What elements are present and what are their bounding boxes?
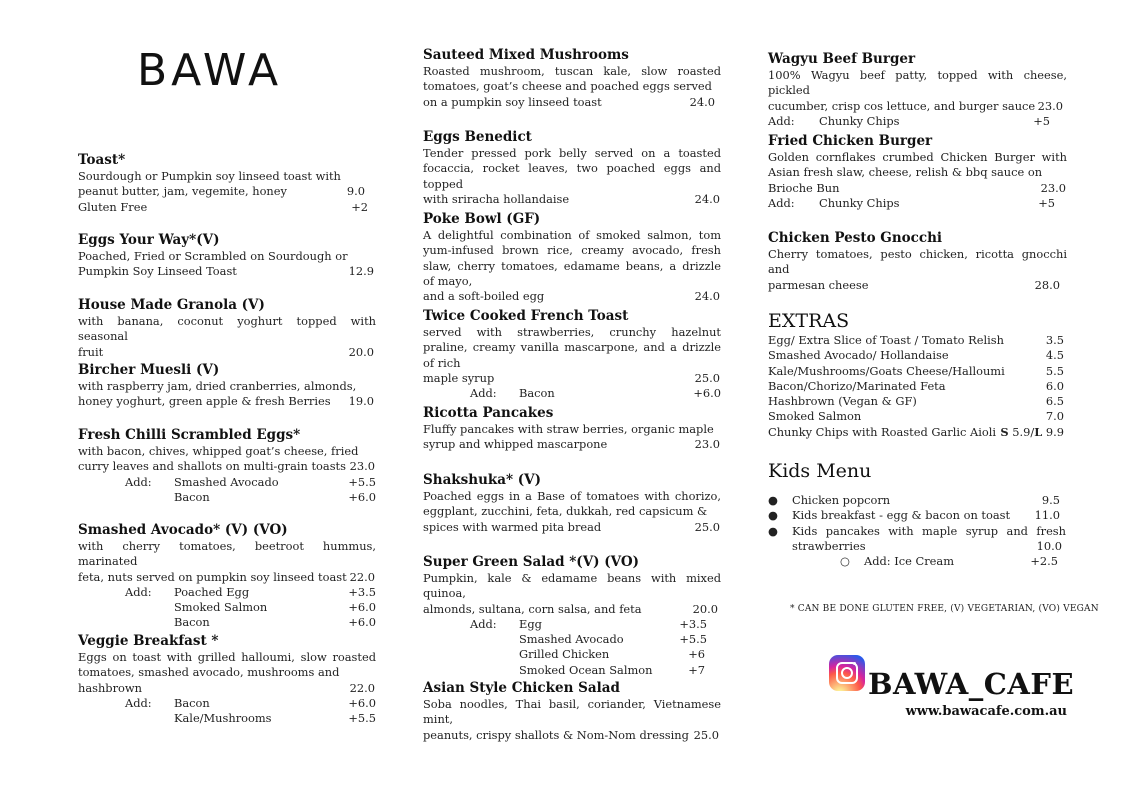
bullet-icon: ● [768, 508, 778, 523]
instagram-icon-lens [841, 667, 853, 679]
item-title: Fresh Chilli Scrambled Eggs* [78, 427, 301, 443]
extras-row [768, 333, 1064, 348]
line-text: cucumber, crisp cos lettuce, and burger sauce [768, 98, 1036, 113]
size-large-label: L [1034, 424, 1043, 439]
addon-line [78, 615, 376, 630]
addon-name: Bacon [174, 489, 210, 504]
extras-heading: EXTRAS [768, 310, 850, 332]
price-line [78, 459, 375, 474]
kids-menu-section [768, 459, 1067, 569]
addon-name: Poached Egg [174, 584, 250, 599]
size-small-label: S [1000, 424, 1009, 439]
addon-price: +5.5 [348, 474, 376, 489]
addon-price: +6 [688, 647, 705, 662]
addon-label: Add: [125, 695, 152, 710]
extras-name: Bacon/Chorizo/Marinated Feta [768, 378, 946, 393]
item-price: +2 [351, 199, 368, 214]
addon-name: Chunky Chips [819, 113, 900, 128]
item-description: with cherry tomatoes, beetroot hummus, marinated [78, 539, 376, 569]
item-description: Sourdough or Pumpkin soy linseed toast with [78, 169, 341, 183]
line-text: with sriracha hollandaise [423, 191, 570, 206]
addon-label: Add: [768, 195, 795, 210]
addon-price: +3.5 [348, 584, 376, 599]
item-title: Wagyu Beef Burger [768, 51, 916, 67]
extras-name: Smashed Avocado/ Hollandaise [768, 348, 949, 363]
menu-item-french-toast [423, 307, 721, 401]
size-large-price: 9.9 [1045, 424, 1064, 439]
item-description: Fluffy pancakes with straw berries, organic maple [423, 422, 714, 436]
addon-label: Add: [125, 474, 152, 489]
addon-line [423, 386, 721, 401]
item-title: Ricotta Pancakes [423, 405, 554, 421]
addon-price: +5 [1038, 195, 1055, 210]
menu-item-bircher [78, 361, 376, 410]
bullet-icon: ● [768, 523, 778, 538]
item-title: Twice Cooked French Toast [423, 308, 629, 324]
menu-item-shakshuka [423, 471, 721, 535]
extras-price: 6.5 [1045, 394, 1064, 409]
menu-item-veggie-breakfast [78, 632, 376, 726]
item-title: Fried Chicken Burger [768, 133, 933, 149]
item-title: Poke Bowl (GF) [423, 211, 541, 227]
kids-item-name: Chicken popcorn [792, 493, 891, 507]
item-title: Toast* [78, 152, 126, 168]
addon-name: Bacon [174, 615, 210, 630]
item-price: 20.0 [692, 601, 718, 616]
price-line [78, 200, 368, 215]
sub-bullet-icon: ○ [840, 554, 850, 569]
line-text: Brioche Bun [768, 180, 840, 195]
menu-item-toast [78, 151, 376, 215]
item-title: Super Green Salad *(V) (VO) [423, 554, 640, 570]
price-line [768, 181, 1066, 196]
addon-name: Smashed Avocado [519, 632, 624, 647]
item-title: Veggie Breakfast * [78, 633, 219, 649]
item-price: 23.0 [1037, 98, 1063, 113]
extras-price: 6.0 [1045, 378, 1064, 393]
kids-item-line [792, 539, 1062, 554]
menu-item-chilli-eggs [78, 426, 376, 505]
item-price: 19.0 [348, 394, 374, 409]
extras-row [768, 379, 1064, 394]
addon-line [423, 647, 705, 662]
price-line [78, 264, 374, 279]
item-title: Smashed Avocado* (V) (VO) [78, 522, 288, 538]
item-title: Chicken Pesto Gnocchi [768, 230, 943, 246]
item-price: 24.0 [694, 191, 720, 206]
instagram-handle: BAWA_CAFE [868, 667, 1075, 701]
line-text: honey yoghurt, green apple & fresh Berries [78, 394, 331, 409]
addon-name: Smashed Avocado [174, 474, 279, 489]
menu-item-eggs-benedict [423, 128, 721, 207]
kids-addon [768, 554, 1058, 569]
extras-price: 4.5 [1045, 348, 1064, 363]
item-price: 28.0 [1034, 277, 1060, 292]
menu-item-super-green-salad [423, 553, 721, 678]
addon-name: Egg [519, 616, 542, 631]
addon-line [423, 617, 707, 632]
extras-section [768, 309, 1067, 440]
item-price: 25.0 [693, 727, 719, 742]
extras-price: 3.5 [1045, 333, 1064, 347]
extras-price [1000, 425, 1064, 440]
kids-item-price: 11.0 [1034, 508, 1060, 523]
item-price: 12.9 [348, 264, 374, 279]
dietary-footnote: * CAN BE DONE GLUTEN FREE, (V) VEGETARIAN, (VO) VEGAN [790, 604, 1099, 614]
item-title: Shakshuka* (V) [423, 472, 542, 488]
line-text: Pumpkin Soy Linseed Toast [78, 264, 237, 279]
item-description: with banana, coconut yoghurt topped with seasonal [78, 314, 376, 344]
website-link[interactable]: www.bawacafe.com.au [905, 704, 1067, 719]
kids-addon-name: Add: Ice Cream [864, 554, 955, 569]
item-title: Asian Style Chicken Salad [423, 680, 620, 696]
item-description: 100% Wagyu beef patty, topped with cheese, pickled [768, 68, 1067, 98]
kids-item-price: 9.5 [1041, 493, 1060, 507]
addon-label: Add: [125, 584, 152, 599]
menu-item-chicken-pesto-gnocchi [768, 229, 1067, 293]
addon-price: +3.5 [679, 616, 707, 631]
item-price: 22.0 [349, 569, 375, 584]
addon-name: Kale/Mushrooms [174, 711, 272, 726]
addon-label: Add: [768, 113, 795, 128]
extras-name: Egg/ Extra Slice of Toast / Tomato Relish [768, 333, 1004, 347]
addon-price: +7 [688, 662, 705, 677]
extras-name: Hashbrown (Vegan & GF) [768, 394, 917, 409]
addon-line [78, 696, 376, 711]
item-description: with raspberry jam, dried cranberries, almonds, [78, 379, 357, 393]
instagram-icon-dot [853, 662, 856, 665]
price-line [423, 95, 715, 110]
menu-item-poke-bowl [423, 210, 721, 304]
addon-label: Add: [470, 386, 497, 401]
line-text: hashbrown [78, 680, 142, 695]
addon-price: +5.5 [679, 632, 707, 647]
price-line [423, 728, 719, 743]
kids-item-name: Kids pancakes with maple syrup and fresh [792, 523, 1066, 538]
item-description: Soba noodles, Thai basil, coriander, Vietnamese mint, [423, 697, 721, 727]
addon-price: +6.0 [348, 695, 376, 710]
item-description: Tender pressed pork belly served on a toasted focaccia, rocket leaves, two poached eggs and topped [423, 146, 721, 191]
item-price: 25.0 [694, 370, 720, 385]
line-text: curry leaves and shallots on multi-grain toasts [78, 459, 346, 474]
line-text: Gluten Free [78, 199, 148, 214]
line-text: spices with warmed pita bread [423, 519, 602, 534]
item-description: Poached eggs in a Base of tomatoes with chorizo, eggplant, zucchini, feta, dukkah, red capsicum & [423, 489, 721, 519]
price-line [78, 570, 375, 585]
addon-name: Smoked Salmon [174, 600, 268, 615]
extras-name: Smoked Salmon [768, 409, 862, 424]
addon-price: +6.0 [693, 386, 721, 401]
line-text: and a soft-boiled egg [423, 289, 545, 304]
extras-price: 5.5 [1045, 363, 1064, 378]
price-line [423, 520, 720, 535]
line-text: almonds, sultana, corn salsa, and feta [423, 601, 642, 616]
extras-row-chips [768, 425, 1064, 440]
line-text: fruit [78, 344, 104, 359]
kids-addon-price: +2.5 [1030, 554, 1058, 569]
item-price: 22.0 [349, 680, 375, 695]
addon-line [78, 490, 376, 505]
item-title: Sauteed Mixed Mushrooms [423, 47, 629, 63]
kids-item [768, 508, 1060, 523]
menu-item-granola [78, 296, 376, 360]
addon-name: Smoked Ocean Salmon [519, 662, 653, 677]
item-title: Eggs Your Way*(V) [78, 232, 220, 248]
kids-item-price: 10.0 [1036, 538, 1062, 553]
item-price: 25.0 [694, 519, 720, 534]
item-description: Eggs on toast with grilled halloumi, slow roasted tomatoes, smashed avocado, mushrooms and [78, 650, 376, 680]
kids-menu-heading: Kids Menu [768, 460, 872, 482]
menu-item-smashed-avocado [78, 521, 376, 631]
addon-line [768, 196, 1055, 211]
addon-name: Bacon [174, 695, 210, 710]
addon-price: +5 [1033, 113, 1050, 128]
extras-name: Kale/Mushrooms/Goats Cheese/Halloumi [768, 363, 1005, 378]
instagram-icon [829, 655, 865, 691]
addon-line [423, 663, 705, 678]
item-title: Bircher Muesli (V) [78, 362, 220, 378]
item-description: with bacon, chives, whipped goat’s cheese, fried [78, 444, 359, 458]
menu-item-eggs-your-way [78, 231, 376, 280]
kids-item [768, 493, 1060, 508]
price-line [78, 681, 375, 696]
item-description: Golden cornflakes crumbed Chicken Burger with Asian fresh slaw, cheese, relish & bbq sauce on [768, 150, 1067, 180]
kids-item [768, 524, 1066, 555]
item-price: 20.0 [348, 344, 374, 359]
addon-line [78, 585, 376, 600]
price-line [78, 394, 374, 409]
item-price: 23.0 [349, 459, 375, 474]
price-line [423, 602, 718, 617]
menu-item-wagyu-burger [768, 50, 1067, 129]
price-line [423, 371, 720, 386]
extras-name: Chunky Chips with Roasted Garlic Aioli [768, 424, 996, 439]
addon-price: +6.0 [348, 489, 376, 504]
addon-name: Bacon [519, 386, 555, 401]
item-description: A delightful combination of smoked salmon, tom yum-infused brown rice, creamy avocado, fresh slaw, cherry tomatoes, edamame beans, a drizzle of mayo, [423, 228, 721, 288]
addon-price: +6.0 [348, 615, 376, 630]
price-line [423, 437, 720, 452]
price-line [768, 278, 1060, 293]
line-text: parmesan cheese [768, 277, 869, 292]
addon-line [78, 711, 376, 726]
item-description: Pumpkin, kale & edamame beans with mixed quinoa, [423, 571, 721, 601]
item-price: 24.0 [694, 289, 720, 304]
addon-line [768, 114, 1050, 129]
item-title: Eggs Benedict [423, 129, 532, 145]
menu-item-fried-chicken-burger [768, 132, 1067, 211]
addon-line [78, 475, 376, 490]
extras-row [768, 394, 1064, 409]
addon-line [423, 632, 707, 647]
menu-item-ricotta-pancakes [423, 404, 721, 453]
logo: BAWA [137, 45, 283, 96]
extras-row [768, 364, 1064, 379]
extras-list [768, 333, 1064, 440]
line-text: maple syrup [423, 370, 495, 385]
item-description: Roasted mushroom, tuscan kale, slow roasted tomatoes, goat’s cheese and poached eggs served [423, 64, 721, 94]
addon-line [78, 600, 376, 615]
extras-price: 7.0 [1045, 409, 1064, 424]
extras-row [768, 409, 1064, 424]
price-line [78, 184, 365, 199]
line-text: peanut butter, jam, vegemite, honey [78, 184, 287, 199]
line-text: on a pumpkin soy linseed toast [423, 94, 602, 109]
item-price: 24.0 [689, 94, 715, 109]
line-text: feta, nuts served on pumpkin soy linseed toast [78, 569, 347, 584]
addon-price: +5.5 [348, 711, 376, 726]
item-price: 23.0 [694, 437, 720, 452]
extras-row [768, 348, 1064, 363]
menu-item-asian-chicken-salad [423, 679, 721, 743]
item-description: Poached, Fried or Scrambled on Sourdough or [78, 249, 348, 263]
addon-name: Chunky Chips [819, 195, 900, 210]
kids-item-name-cont: strawberries [792, 538, 866, 553]
line-text: syrup and whipped mascarpone [423, 437, 608, 452]
item-title: House Made Granola (V) [78, 297, 265, 313]
item-description: Cherry tomatoes, pesto chicken, ricotta gnocchi and [768, 247, 1067, 277]
item-price: 23.0 [1040, 180, 1066, 195]
kids-item-name: Kids breakfast - egg & bacon on toast [792, 508, 1011, 523]
menu-item-mushrooms [423, 46, 721, 110]
size-small-price: 5.9/ [1012, 424, 1035, 439]
price-line [423, 192, 720, 207]
addon-price: +6.0 [348, 600, 376, 615]
addon-name: Grilled Chicken [519, 647, 610, 662]
item-price: 9.0 [346, 184, 365, 199]
addon-label: Add: [470, 616, 497, 631]
item-description: served with strawberries, crunchy hazelnut praline, creamy vanilla mascarpone, and a drizzle of rich [423, 325, 721, 370]
bullet-icon: ● [768, 493, 778, 507]
line-text: peanuts, crispy shallots & Nom-Nom dressing [423, 727, 689, 742]
price-line [768, 99, 1063, 114]
price-line [423, 289, 720, 304]
price-line [78, 345, 374, 360]
